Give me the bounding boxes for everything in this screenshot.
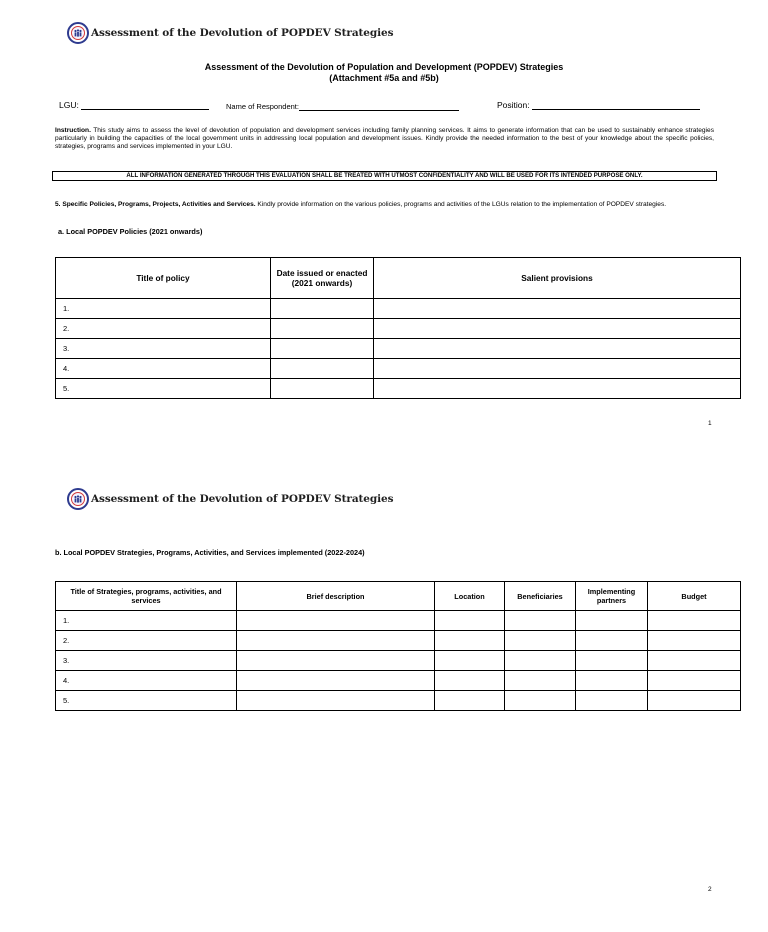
table-row <box>56 299 741 319</box>
column-header-implementing-partners: Implementing partners <box>576 582 648 611</box>
table-cell[interactable] <box>505 611 576 631</box>
row-number[interactable]: 2. <box>56 631 237 651</box>
table-cell[interactable] <box>576 651 648 671</box>
instruction-paragraph <box>55 127 714 151</box>
table-cell[interactable] <box>576 691 648 711</box>
header-title: Assessment of the Devolution of POPDEV Strategies <box>91 27 394 39</box>
document-title-line2: (Attachment #5a and #5b) <box>329 73 439 83</box>
table-cell[interactable] <box>374 299 741 319</box>
table-row <box>56 379 741 399</box>
column-header-beneficiaries: Beneficiaries <box>505 582 576 611</box>
column-header-title-of-policy: Title of policy <box>56 258 271 299</box>
table-cell[interactable] <box>648 691 741 711</box>
table-cell[interactable] <box>271 379 374 399</box>
lgu-blank-line[interactable] <box>81 100 209 110</box>
table-row <box>56 651 741 671</box>
page1-header <box>67 22 393 44</box>
table-cell[interactable] <box>576 631 648 651</box>
table-cell[interactable] <box>237 631 435 651</box>
position-label: Position: <box>497 100 530 110</box>
table-cell[interactable] <box>435 671 505 691</box>
section5-heading: 5. Specific Policies, Programs, Projects, Activities and Services. <box>55 201 256 208</box>
table-cell[interactable] <box>648 671 741 691</box>
column-header-budget: Budget <box>648 582 741 611</box>
row-number[interactable]: 1. <box>56 299 271 319</box>
respondent-blank-line[interactable] <box>299 101 459 111</box>
table-cell[interactable] <box>435 691 505 711</box>
table-cell[interactable] <box>237 671 435 691</box>
table-cell[interactable] <box>374 359 741 379</box>
table-cell[interactable] <box>374 379 741 399</box>
lgu-field[interactable] <box>59 100 209 110</box>
instruction-text: This study aims to assess the level of devolution of population and development services including family planning services. It aims to generate information that can be used to sustainably enhance strategies particularly in building the capacities of the local government units in addressing local population and development issues. Kindly provide the needed information to the best of your knowledge about the specific policies, strategies, programs and services implemented in your LGU. <box>55 127 714 150</box>
table-cell[interactable] <box>374 339 741 359</box>
header-title: Assessment of the Devolution of POPDEV Strategies <box>91 493 394 505</box>
table-cell[interactable] <box>505 651 576 671</box>
table-cell[interactable] <box>271 299 374 319</box>
popcom-logo-icon <box>67 22 89 44</box>
respondent-label: Name of Respondent: <box>226 102 299 111</box>
table-row <box>56 691 741 711</box>
table-cell[interactable] <box>576 671 648 691</box>
column-header-date-issued: Date issued or enacted (2021 onwards) <box>271 258 374 299</box>
table-cell[interactable] <box>576 611 648 631</box>
table-cell[interactable] <box>271 359 374 379</box>
strategies-table-header <box>56 582 741 611</box>
table-cell[interactable] <box>237 691 435 711</box>
row-number[interactable]: 4. <box>56 359 271 379</box>
strategies-table <box>55 581 741 711</box>
table-row <box>56 611 741 631</box>
table-row <box>56 359 741 379</box>
table-cell[interactable] <box>505 671 576 691</box>
row-number[interactable]: 3. <box>56 651 237 671</box>
table-cell[interactable] <box>648 611 741 631</box>
table-cell[interactable] <box>435 651 505 671</box>
table-cell[interactable] <box>237 611 435 631</box>
page-number-1: 1 <box>708 420 712 427</box>
policies-table <box>55 257 741 399</box>
row-number[interactable]: 3. <box>56 339 271 359</box>
table-cell[interactable] <box>648 651 741 671</box>
position-field[interactable] <box>497 100 700 110</box>
row-number[interactable]: 5. <box>56 691 237 711</box>
table-cell[interactable] <box>374 319 741 339</box>
row-number[interactable]: 4. <box>56 671 237 691</box>
confidentiality-notice: ALL INFORMATION GENERATED THROUGH THIS EVALUATION SHALL BE TREATED WITH UTMOST CONFIDENTIALITY AND WILL BE USED FOR ITS INTENDED PURPOSE ONLY. <box>52 171 717 181</box>
table-cell[interactable] <box>435 611 505 631</box>
table-cell[interactable] <box>435 631 505 651</box>
column-header-location: Location <box>435 582 505 611</box>
row-number[interactable]: 5. <box>56 379 271 399</box>
document-title <box>0 62 768 84</box>
table-cell[interactable] <box>271 339 374 359</box>
policies-table-header <box>56 258 741 299</box>
column-header-brief-description: Brief description <box>237 582 435 611</box>
table-a-title: a. Local POPDEV Policies (2021 onwards) <box>58 227 203 236</box>
page2-header <box>67 488 393 510</box>
table-row <box>56 339 741 359</box>
column-header-title-of-strategies: Title of Strategies, programs, activities, and services <box>56 582 237 611</box>
table-row <box>56 319 741 339</box>
table-cell[interactable] <box>237 651 435 671</box>
respondent-field[interactable] <box>226 101 459 111</box>
section5-paragraph <box>55 201 715 209</box>
instruction-label: Instruction. <box>55 127 91 134</box>
section5-text: Kindly provide information on the various policies, programs and activities of the LGUs relation to the implementation of POPDEV strategies. <box>255 201 667 208</box>
document-title-line1: Assessment of the Devolution of Population and Development (POPDEV) Strategies <box>204 62 564 72</box>
page-number-2: 2 <box>708 886 712 893</box>
lgu-label: LGU: <box>59 100 79 110</box>
position-blank-line[interactable] <box>532 100 700 110</box>
table-row <box>56 671 741 691</box>
popcom-logo-icon <box>67 488 89 510</box>
table-b-title: b. Local POPDEV Strategies, Programs, Activities, and Services implemented (2022-2024) <box>55 548 365 557</box>
table-cell[interactable] <box>648 631 741 651</box>
table-cell[interactable] <box>505 631 576 651</box>
table-cell[interactable] <box>271 319 374 339</box>
row-number[interactable]: 2. <box>56 319 271 339</box>
table-row <box>56 631 741 651</box>
column-header-salient-provisions: Salient provisions <box>374 258 741 299</box>
row-number[interactable]: 1. <box>56 611 237 631</box>
table-cell[interactable] <box>505 691 576 711</box>
